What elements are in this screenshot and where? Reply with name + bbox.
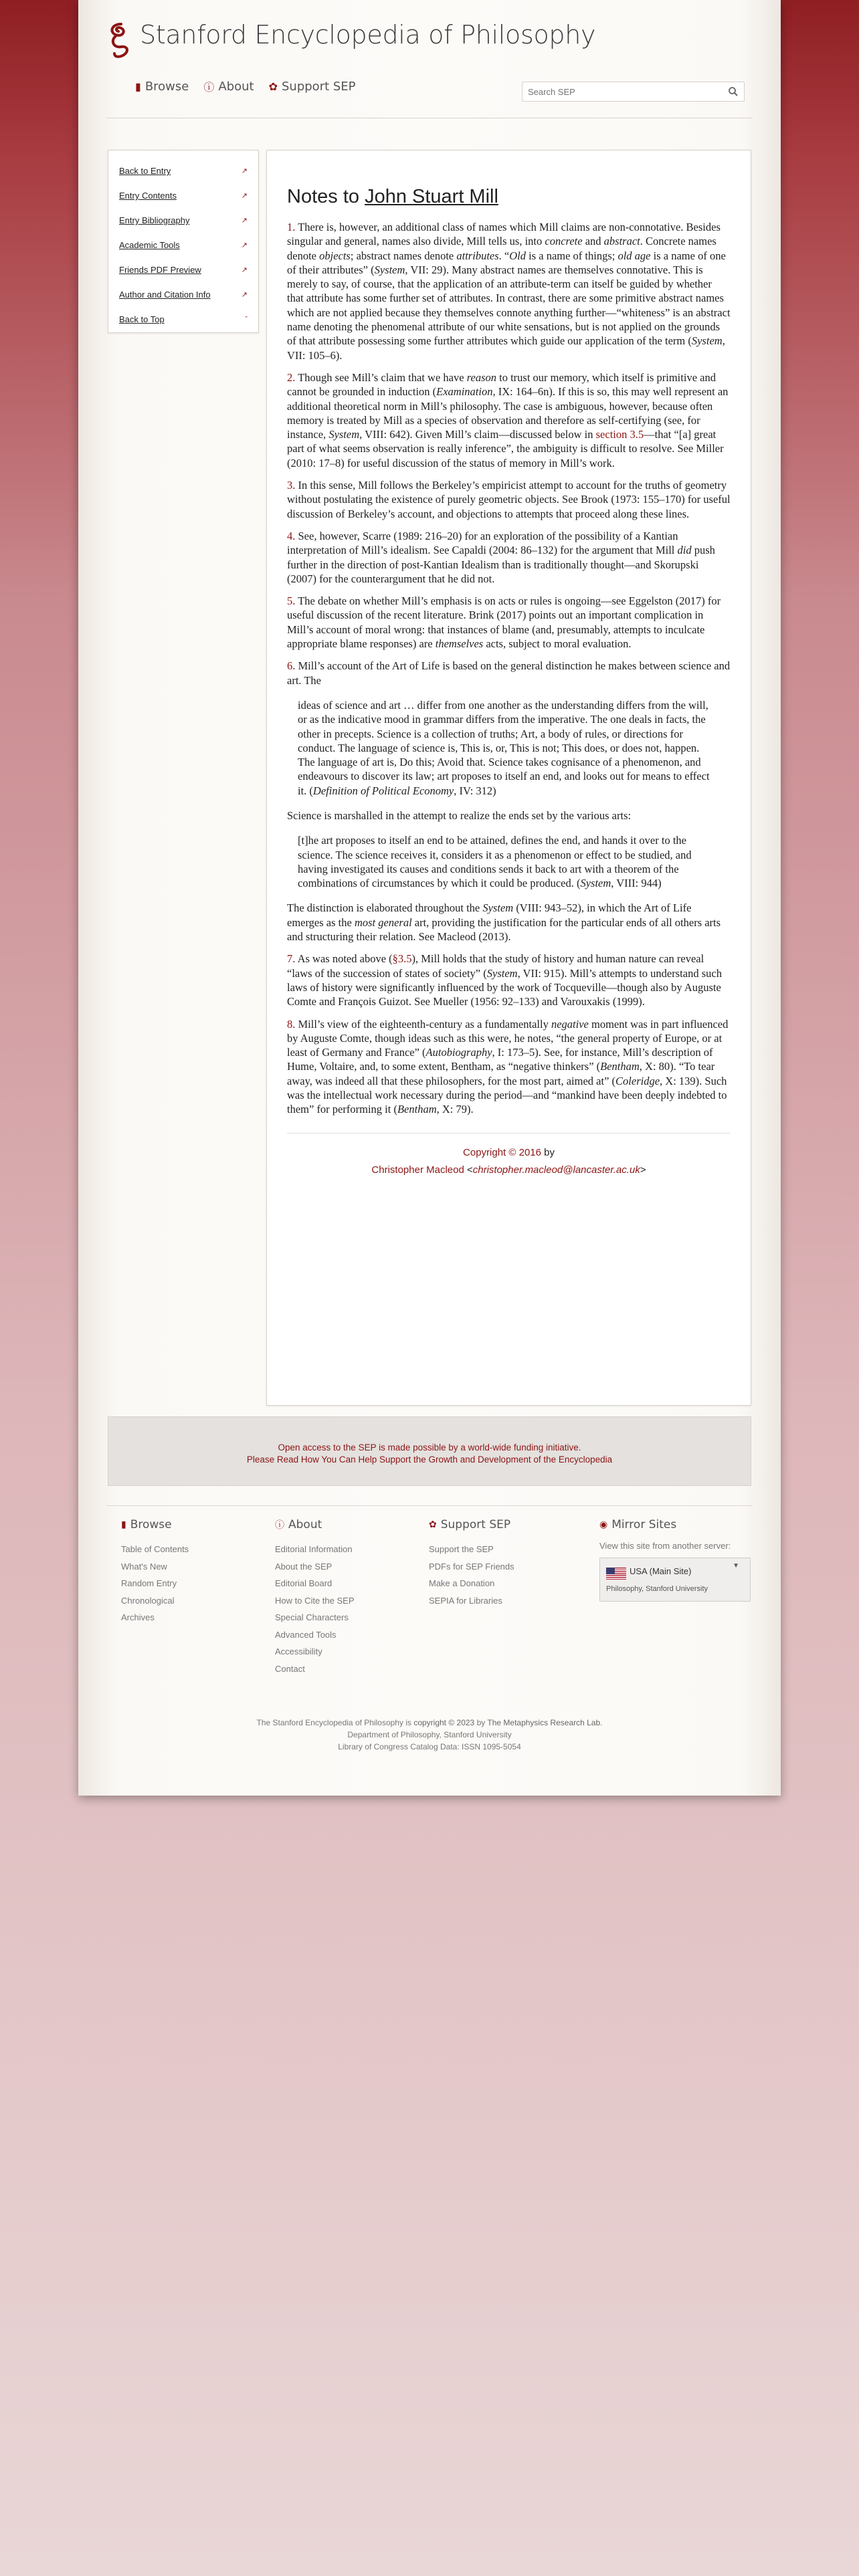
site-header [78,0,781,120]
footer-link[interactable]: Support the SEP [429,1544,494,1554]
page-title [287,186,731,208]
footer-link[interactable]: Contact [275,1663,305,1674]
funding-initiative-link[interactable]: Open access to the SEP is made possible by a world-wide funding initiative. [278,1442,581,1453]
footer-link[interactable]: Table of Contents [121,1544,189,1554]
sep-logo-icon[interactable] [106,21,136,62]
nav-browse[interactable] [135,79,189,94]
search-box [522,82,745,102]
note-6-text: Mill’s account of the Art of Life is based on the general distinction he makes between science and art. The [287,659,731,687]
external-link-icon: ↗ [241,217,248,225]
footer-about-title: About [288,1518,322,1531]
footer-link[interactable]: Make a Donation [429,1578,495,1588]
bottom-dept: Department of Philosophy, Stanford University [347,1730,512,1739]
book-icon: ▮ [121,1519,126,1530]
sidenav-link[interactable]: Academic Tools [119,240,180,250]
footer-link[interactable]: How to Cite the SEP [275,1595,355,1606]
copyright-link[interactable]: Copyright © 2016 [463,1146,541,1158]
footer-link[interactable]: Chronological [121,1595,175,1606]
mirror-selected: USA (Main Site) [630,1566,692,1576]
note-number-4[interactable]: 4. [287,529,296,542]
metaphysics-lab-link[interactable]: The Metaphysics Research Lab [487,1718,601,1727]
footer-link[interactable]: Editorial Board [275,1578,332,1588]
note-6-quote-2: [t]he art proposes to itself an end to be attained, defines the end, and hands it over to the science. The science receives it, considers it as a phenomenon or effect to be studied, and having investigated its causes and conditions sends it back to art with a theorem of the combinations of circumstances by which it could be produced. (System, VIII: 944) [298,834,692,890]
footer-mirror-heading [599,1518,751,1531]
nav-browse-label: Browse [145,80,189,94]
sidenav-link[interactable]: Entry Bibliography [119,215,190,225]
footer-divider [106,1505,753,1506]
sidenav-item-entry-bibliography[interactable] [119,208,248,233]
note-7-text: As was noted above (§3.5), Mill holds that the study of history and human nature can reveal “laws of the succession of states of society” (System, VII: 915). Mill’s attempts to understand such laws of history were significantly influenced by the work of Tocqueville—though also by Auguste Comte and François Guizot. See Mueller (1956: 92–133) and Varouxakis (1999). [287,952,722,1008]
bottom-by: by [476,1718,486,1727]
note-5 [287,594,731,651]
note-number-1[interactable]: 1. [287,221,296,233]
sidenav-link[interactable]: Back to Top [119,314,165,324]
footer-link[interactable]: Special Characters [275,1612,349,1622]
footer-link[interactable]: Editorial Information [275,1544,353,1554]
footer-about [275,1518,355,1677]
mirror-label: View this site from another server: [599,1541,731,1551]
footer-browse-heading [121,1518,189,1531]
footer-browse [121,1518,189,1626]
external-link-icon: ↗ [241,167,248,175]
note-8 [287,1017,731,1117]
mirror-select[interactable] [599,1558,751,1602]
mirror-subtitle: Philosophy, Stanford University [606,1585,708,1593]
nav-about-label: About [218,80,254,94]
author-link[interactable]: Christopher Macleod [371,1164,464,1176]
top-nav [135,79,356,94]
title-prefix: Notes to [287,186,359,207]
note-6 [287,659,731,687]
external-link-icon: ↗ [241,192,248,200]
us-flag-icon [606,1568,626,1580]
note-3 [287,478,731,521]
note-6-end: The distinction is elaborated throughout the System (VIII: 943–52), in which the Art of Life emerges as the most general art, providing the justification for the particular ends of all others arts and structuring their relation. See Macleod (2013). [287,901,721,944]
note-8-text: Mill’s view of the eighteenth-century as a fundamentally negative moment was in part influenced by Auguste Comte, though ideas such as this were, he notes, “the general property of Europe, or at least of Germany and France” (Autobiography, I: 173–5). See, for instance, Mill’s description of Hume, Voltaire, and, to some extent, Bentham, as “negative thinkers” (Bentham, X: 80). “To tear away, was indeed all that these philosophers, for the most part, aimed at” (Coleridge, X: 139). Such was the intellectual work necessary during the period—and “mankind have been deeply indebted to them” for performing it (Bentham, X: 79). [287,1017,729,1116]
sidenav-item-back-to-top[interactable] [119,307,248,332]
footer-link[interactable]: Random Entry [121,1578,177,1588]
nav-support[interactable] [269,79,356,94]
footer-link[interactable]: What's New [121,1561,167,1572]
footer-browse-title: Browse [130,1518,172,1531]
author-email-link[interactable]: christopher.macleod@lancaster.ac.uk [472,1164,640,1176]
footer-mirror [599,1518,751,1602]
sidenav-link[interactable]: Entry Contents [119,191,177,201]
note-7 [287,952,731,1008]
note-6-quote-1: ideas of science and art … differ from one another as the understanding differs from the will, or as the indicative mood in grammar differs from the imperative. The one deals in facts, the other in precepts. Science is a collection of truths; Art, a body of rules, or directions for conduct. The language of science is, This is, or, This is not; This does, or does not, happen. The language of art is, Do this; Avoid that. Science takes cognisance of a phenomenon, and endeavours to discover its law; art proposes to itself an end, and looks out for means to effect it. (Definition of Political Economy, IV: 312) [298,698,710,797]
search-icon[interactable] [728,86,739,97]
note-6-middle: Science is marshalled in the attempt to realize the ends set by the various arts: [287,809,632,822]
note-number-8[interactable]: 8. [287,1017,296,1031]
note-5-text: The debate on whether Mill’s emphasis is on acts or rules is ongoing—see Eggelston (2017) for useful discussion of the recent literature. Brink (2017) points out an important complication in Mill’s account of moral wrong: that instances of blame (and, presumably, attempts to inculcate appropriate blame responses) are themselves acts, subject to moral evaluation. [287,595,721,651]
caret-up-icon: ˆ [245,315,248,324]
site-title[interactable]: Stanford Encyclopedia of Philosophy [140,20,596,49]
note-2-text: Though see Mill’s claim that we have reason to trust our memory, which itself is primitive and cannot be grounded in induction (Examination, IX: 164–6n). If this is so, this may well represent an additional theoretical norm in Mill’s philosophy. The case is ambiguous, however, because often memory is treated by Mill as a species of observation and therefore as self-certifying (see, for instance, System, VIII: 642). Given Mill’s claim—discussed below in section 3.5—that “[a] great part of what seems observation is really inference”, the ambiguity is difficult to resolve. See Miller (2010: 17–8) for useful discussion of the status of memory in Mill’s work. [287,370,729,469]
note-number-2[interactable]: 2. [287,370,296,384]
external-link-icon: ↗ [241,291,248,299]
external-link-icon: ↗ [241,266,248,274]
entry-sidenav [108,150,259,333]
footer-link[interactable]: SEPIA for Libraries [429,1595,502,1606]
footer-support-heading [429,1518,514,1531]
book-icon: ▮ [135,80,141,93]
site-copyright-link[interactable]: copyright © 2023 [413,1718,475,1727]
note-3-text: In this sense, Mill follows the Berkeley’s empiricist attempt to account for the truths of geometry without postulating the existence of purely geometric objects. See Brook (1973: 155–170) for useful discussion of Berkeley’s account, and objections to attempts that proceed along these lines. [287,479,731,520]
bottom-issn: Library of Congress Catalog Data: ISSN 1095-5054 [338,1742,521,1751]
entry-copyright: Copyright © 2016 by Christopher Macleod <christopher.macleod@lancaster.ac.uk> [287,1133,731,1179]
support-growth-link[interactable]: Please Read How You Can Help Support the Growth and Development of the Encyclopedia [246,1455,613,1465]
note-2 [287,370,731,470]
note-number-7[interactable]: 7. [287,952,296,966]
note-1-text: There is, however, an additional class of names which Mill claims are non-connotative. Besides singular and general, names also divide, Mill tells us, into concrete and abstract. Concrete names denote objects; abstract names denote attributes. “Old is a name of things; old age is a name of one of their attributes” (System, VII: 29). Many abstract names are themselves connotative. This is merely to say, of course, that the application of an attribute-term can itself be guided by whether that attribute has some further set of attributes. In contrast, there are some primitive abstract names which are not applied because they themselves connote anything further—“whiteness” is an abstract name denoting the phenomenal attribute of our white sensations, but is not applied on the grounds of that attribute possessing some further attributes which guide our application of the term (System, VII: 105–6). [287,221,731,362]
section-link[interactable]: §3.5 [392,952,412,966]
globe-icon: ◉ [599,1519,608,1530]
title-entry-link[interactable]: John Stuart Mill [365,186,498,207]
leaf-icon: ✿ [268,80,278,93]
nav-about[interactable] [203,79,254,94]
footer-link[interactable]: Accessibility [275,1646,322,1656]
note-1 [287,220,731,362]
footer-mirror-title: Mirror Sites [611,1518,677,1531]
sidenav-item-entry-contents[interactable] [119,183,248,208]
chevron-down-icon: ▼ [733,1562,739,1570]
info-icon: ⓘ [203,81,215,94]
note-4 [287,529,731,586]
sidenav-item-academic-tools[interactable] [119,233,248,257]
note-number-5[interactable]: 5. [287,595,296,608]
sidenav-item-citation-info[interactable] [119,282,248,307]
bottom-prefix: The Stanford Encyclopedia of Philosophy is [256,1718,411,1727]
external-link-icon: ↗ [241,241,248,249]
footer-support [429,1518,514,1609]
sidenav-link[interactable]: Author and Citation Info [119,290,211,300]
info-icon: ⓘ [275,1520,284,1531]
support-banner [108,1416,751,1486]
footer-bottom: The Stanford Encyclopedia of Philosophy is copyright © 2023 by The Metaphysics Research Lab. Department of Philosophy, Stanford University Library of Congress Catalog Data: ISSN 1095-5054 [256,1718,603,1751]
footer-link[interactable]: PDFs for SEP Friends [429,1561,514,1572]
page-container [78,0,781,1796]
note-4-text: See, however, Scarre (1989: 216–20) for an exploration of the possibility of a Kantian interpretation of Mill’s idealism. See Capaldi (2004: 86–132) for the argument that Mill did push further in the direction of post-Kantian Idealism than is traditionally thought—and Skorupski (2007) for the counterargument that he did not. [287,529,715,585]
notes-content [266,150,751,1406]
note-number-3[interactable]: 3. [287,479,296,492]
nav-support-label: Support SEP [282,80,356,94]
section-link[interactable]: section 3.5 [595,428,644,441]
footer-about-heading [275,1518,355,1531]
note-number-6[interactable]: 6. [287,659,296,673]
footer-link[interactable]: Archives [121,1612,155,1622]
sidenav-link[interactable]: Friends PDF Preview [119,265,201,275]
sidenav-item-friends-pdf[interactable] [119,257,248,282]
sidenav-link[interactable]: Back to Entry [119,166,171,176]
search-input[interactable] [522,82,717,101]
footer-link[interactable]: Advanced Tools [275,1629,337,1640]
footer-support-title: Support SEP [440,1518,511,1531]
copyright-by: by [544,1146,555,1158]
leaf-icon: ✿ [429,1519,437,1530]
sidenav-item-back-to-entry[interactable] [119,158,248,183]
footer-link[interactable]: About the SEP [275,1561,332,1572]
